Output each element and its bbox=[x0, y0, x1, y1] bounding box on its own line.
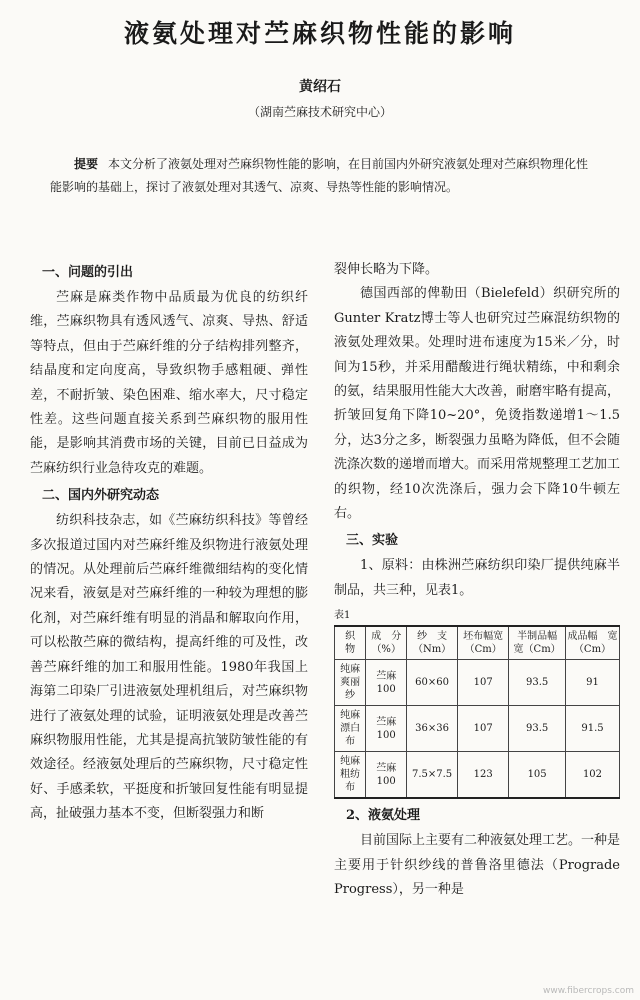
right-column bbox=[334, 258, 620, 903]
watermark: www.fibercrops.com bbox=[543, 986, 634, 996]
section-1-paragraph: 苎麻是麻类作物中品质最为优良的纺织纤维，苎麻织物具有透风透气、凉爽、导热、舒适等特点，但由于苎麻纤维的分子结构排列整齐，结晶度和定向度高，导致织物手感粗硬、弹性差，不耐折皱、染色困难、缩水率大，尺寸稳定性差。这些问题直接关系到苎麻织物的服用性能，是影响其消费市场的关键，目前已日益成为苎麻纺织行业急待攻克的难题。 bbox=[30, 290, 308, 476]
table-cell: 纯麻爽丽纱 bbox=[335, 660, 366, 706]
section-2-heading: 二、国内外研究动态 bbox=[42, 488, 160, 504]
section-3-paragraph-2: 目前国际上主要有二种液氨处理工艺。一种是主要用于针织纱线的普鲁洛里德法（Prograde Progress），另一种是 bbox=[334, 833, 621, 898]
table-cell: 36×36 bbox=[407, 706, 458, 752]
abstract bbox=[50, 153, 598, 199]
table-header-cell: 成 分（%） bbox=[366, 626, 407, 660]
table-cell: 纯麻粗纺布 bbox=[335, 752, 366, 799]
table-cell: 91 bbox=[565, 660, 619, 706]
table-cell: 93.5 bbox=[509, 706, 566, 752]
table-cell: 纯麻漂白布 bbox=[335, 706, 366, 752]
table-cell: 苎麻100 bbox=[366, 752, 407, 799]
table-cell: 102 bbox=[565, 752, 619, 799]
table-header-row bbox=[335, 626, 620, 660]
table-cell: 93.5 bbox=[509, 660, 566, 706]
table-cell: 苎麻100 bbox=[366, 706, 407, 752]
author-name: 黄绍石 bbox=[299, 79, 341, 95]
section-2-paragraph-2: 德国西部的俾勒田（Bielefeld）织研究所的Gunter Kratz博士等人也研究过苎麻混纺织物的液氨处理效果。处理时进布速度为15米／分，时间为15秒，并采用醋酸进行绳状精练，中和剩余的氨，结果服用性能大大改善，耐磨牢略有提高，折皱回复角下降10~20°，免烫指数递增1～1.5分，达3分之多，断裂强力虽略为降低，但不会随洗涤次数的递增而增大。而采用常规整理工艺加工的织物，经10次洗涤后，强力会下降10牛顿左右。 bbox=[334, 286, 621, 522]
abstract-text: 本文分析了液氨处理对苎麻织物性能的影响，在目前国内外研究液氨处理对苎麻织物理化性能影响的基础上，探讨了液氨处理对其透气、凉爽、导热等性能的影响情况。 bbox=[50, 157, 589, 194]
section-2-paragraph-1: 纺织科技杂志，如《苎麻纺织科技》等曾经多次报道过国内对苎麻纤维及织物进行液氨处理的情况。从处理前后苎麻纤维微细结构的变化情况来看，液氨是对苎麻纤维的一种较为理想的膨化剂，对苎麻纤维有明显的消晶和解取向作用，可以松散苎麻的微结构，提高纤维的可及性，改善苎麻纤维的加工和服用性能。1980年我国上海第二印染厂引进液氨处理机组后，对苎麻织物进行了液氨处理的试验，证明液氨处理是改善苎麻织物服用性能，尤其是提高抗皱防皱性能的有效途径。经液氨处理后的苎麻织物，尺寸稳定性好、手感柔软，平挺度和折皱回复性能有明显提高，扯破强力基本不变，但断裂强力和断 bbox=[30, 513, 308, 822]
table-1-caption: 表1 bbox=[334, 610, 351, 622]
table-cell: 123 bbox=[458, 752, 509, 799]
section-1-heading: 一、问题的引出 bbox=[42, 265, 134, 280]
table-cell: 91.5 bbox=[565, 706, 619, 752]
table-row bbox=[335, 660, 620, 706]
table-1 bbox=[334, 625, 620, 799]
table-header-cell: 坯布幅宽（Cm） bbox=[458, 626, 509, 660]
table-row bbox=[335, 706, 620, 752]
table-row bbox=[335, 752, 620, 799]
table-cell: 107 bbox=[458, 706, 509, 752]
author-affiliation: （湖南苎麻技术研究中心） bbox=[247, 105, 392, 119]
table-header-cell: 半制品幅 宽（Cm） bbox=[509, 626, 566, 660]
table-cell: 7.5×7.5 bbox=[407, 752, 458, 799]
section-3-heading: 三、实验 bbox=[346, 533, 399, 549]
table-header-cell: 织 物 bbox=[335, 626, 366, 660]
table-cell: 60×60 bbox=[407, 660, 458, 706]
section-2-paragraph-1-continued: 裂伸长略为下降。 bbox=[334, 262, 439, 277]
left-column bbox=[30, 258, 308, 827]
table-cell: 107 bbox=[458, 660, 509, 706]
table-header-cell: 纱 支（Nm） bbox=[407, 626, 458, 660]
page-title: 液氨处理对苎麻织物性能的影响 bbox=[123, 19, 516, 48]
abstract-label: 提要 bbox=[74, 157, 99, 171]
section-3-subheading-2: 2、液氨处理 bbox=[346, 808, 421, 824]
table-header-cell: 成品幅 宽（Cm） bbox=[565, 626, 619, 660]
table-cell: 105 bbox=[509, 752, 566, 799]
table-cell: 苎麻100 bbox=[366, 660, 407, 706]
section-3-paragraph-1: 1、原料：由株洲苎麻纺织印染厂提供纯麻半制品，共三种，见表1。 bbox=[334, 558, 620, 598]
